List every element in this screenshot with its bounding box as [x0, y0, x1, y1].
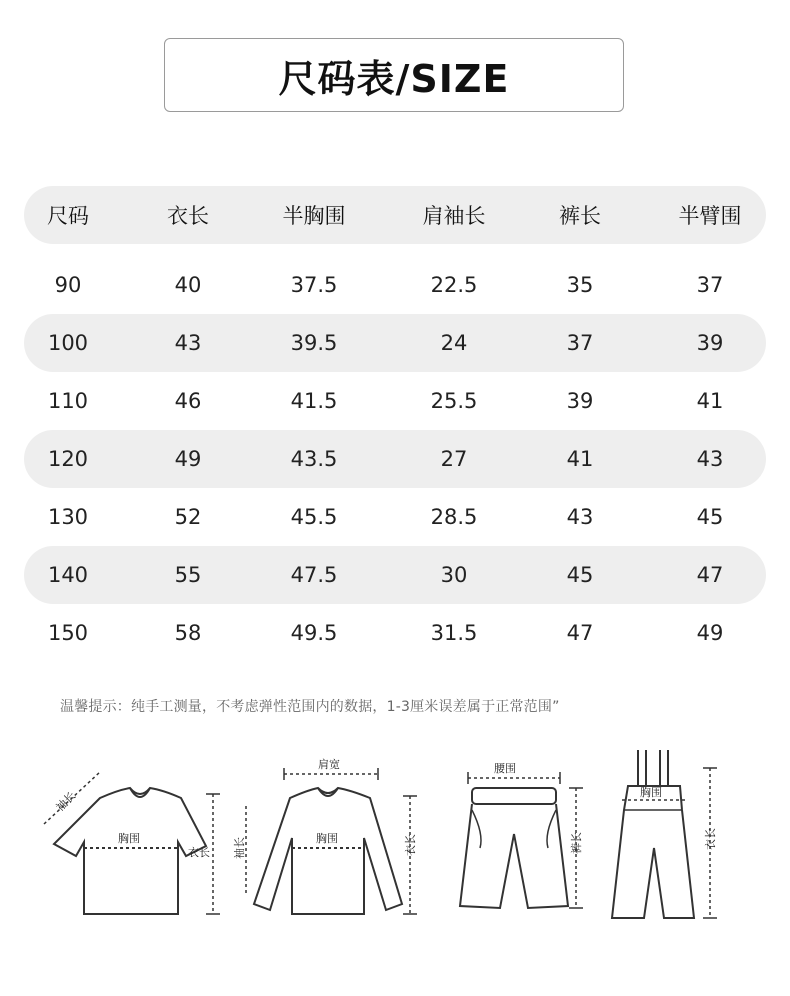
column-header: 半臂围 — [678, 204, 742, 228]
table-cell: 37 — [566, 331, 594, 355]
table-cell: 110 — [47, 389, 89, 413]
sweater-length-label: 衣长 — [404, 834, 417, 856]
table-cell: 49.5 — [290, 621, 338, 645]
table-cell: 41 — [696, 389, 724, 413]
tshirt-length-label: 衣长 — [188, 846, 210, 859]
table-cell: 130 — [47, 505, 89, 529]
table-cell: 37 — [696, 273, 724, 297]
pants-diagram — [450, 738, 600, 927]
pants-length-label: 裤长 — [570, 832, 583, 854]
table-cell: 120 — [47, 447, 89, 471]
table-cell: 43 — [566, 505, 594, 529]
table-cell: 24 — [440, 331, 468, 355]
table-header-row — [24, 186, 766, 244]
table-cell: 47.5 — [290, 563, 338, 587]
table-cell: 43.5 — [290, 447, 338, 471]
sweater-diagram — [230, 738, 430, 927]
title-box — [164, 38, 624, 112]
table-cell: 41.5 — [290, 389, 338, 413]
pants-waist-label: 腰围 — [494, 762, 516, 775]
sweater-shoulder-label: 肩宽 — [318, 758, 340, 771]
table-row — [24, 372, 766, 430]
table-cell: 37.5 — [290, 273, 338, 297]
table-cell: 45 — [566, 563, 594, 587]
table-cell: 39 — [696, 331, 724, 355]
column-header: 肩袖长 — [422, 204, 486, 228]
table-cell: 45 — [696, 505, 724, 529]
column-header: 衣长 — [167, 204, 209, 228]
table-cell: 47 — [566, 621, 594, 645]
table-cell: 45.5 — [290, 505, 338, 529]
table-row — [24, 430, 766, 488]
measure-note: 温馨提示：纯手工测量，不考虑弹性范围内的数据，1-3厘米误差属于正常范围” — [60, 699, 560, 715]
table-row — [24, 604, 766, 662]
tshirt-sleeve-label: 袖长 — [53, 789, 79, 815]
column-header: 半胸围 — [282, 204, 346, 228]
table-cell: 52 — [174, 505, 202, 529]
table-cell: 49 — [174, 447, 202, 471]
sweater-chest-label: 胸围 — [316, 832, 338, 845]
table-cell: 27 — [440, 447, 468, 471]
table-cell: 40 — [174, 273, 202, 297]
table-cell: 46 — [174, 389, 202, 413]
table-cell: 25.5 — [430, 389, 478, 413]
overalls-length-label: 衣长 — [704, 828, 717, 850]
table-cell: 58 — [174, 621, 202, 645]
table-cell: 39 — [566, 389, 594, 413]
table-cell: 150 — [47, 621, 89, 645]
table-cell: 31.5 — [430, 621, 478, 645]
table-row — [24, 314, 766, 372]
table-cell: 49 — [696, 621, 724, 645]
table-row — [24, 256, 766, 314]
table-cell: 43 — [174, 331, 202, 355]
column-header: 裤长 — [559, 204, 601, 228]
table-cell: 140 — [47, 563, 89, 587]
column-header: 尺码 — [47, 204, 89, 228]
overalls-chest-label: 胸围 — [640, 786, 662, 799]
table-row — [24, 488, 766, 546]
overalls-diagram — [598, 738, 748, 927]
table-cell: 41 — [566, 447, 594, 471]
table-cell: 100 — [47, 331, 89, 355]
table-cell: 30 — [440, 563, 468, 587]
table-cell: 22.5 — [430, 273, 478, 297]
table-cell: 55 — [174, 563, 202, 587]
tshirt-diagram — [38, 738, 228, 927]
table-row — [24, 546, 766, 604]
tshirt-chest-label: 胸围 — [118, 832, 140, 845]
page-title: 尺码表/SIZE — [278, 56, 510, 101]
table-cell: 28.5 — [430, 505, 478, 529]
table-cell: 43 — [696, 447, 724, 471]
table-cell: 35 — [566, 273, 594, 297]
table-cell: 90 — [54, 273, 82, 297]
sweater-sleeve-label: 袖长 — [233, 837, 246, 859]
table-cell: 47 — [696, 563, 724, 587]
table-cell: 39.5 — [290, 331, 338, 355]
